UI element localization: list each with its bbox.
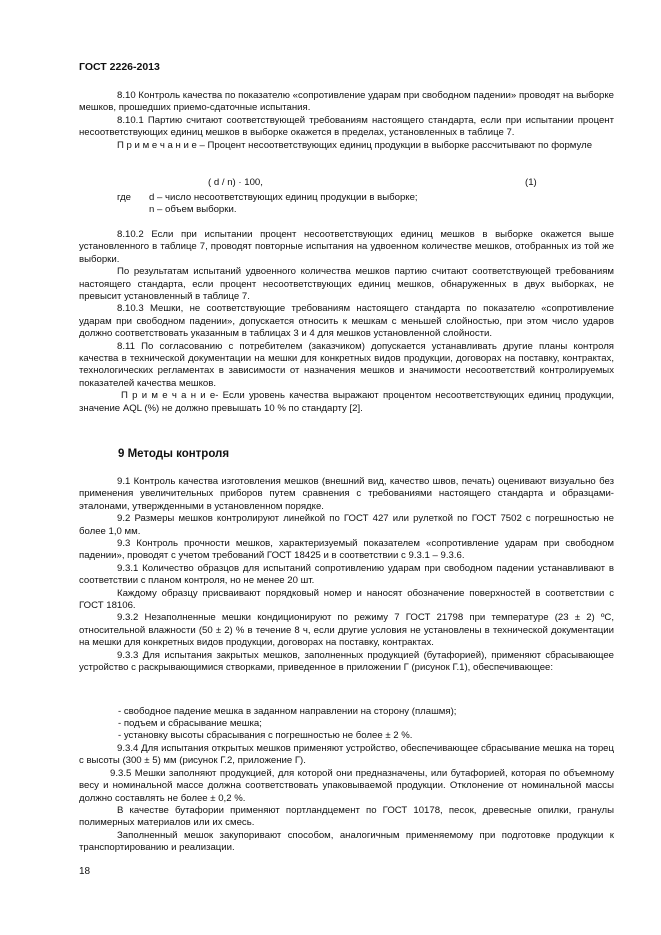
paragraph-9-1: 9.1 Контроль качества изготовления мешков (внешний вид, качество швов, печать) оценивают визуально без применения увеличительных приборов путем сравнения с требованиями настоящего стандарта и образцами-эталонами, утвержденными в установленном порядке.	[79, 476, 614, 512]
section-9-block	[79, 476, 614, 675]
section-9-heading: 9 Методы контроля	[118, 448, 230, 460]
paragraph-9-3-3: 9.3.3 Для испытания закрытых мешков, заполненных продукцией (бутафорией), применяют сбрасывающее устройство с раскрывающимися створками, приведенное в приложении Г (рисунок Г.1), обеспечивающее:	[79, 649, 614, 674]
where-d-definition: d – число несоответствующих единиц продукции в выборке;	[149, 192, 418, 203]
where-label: где	[117, 192, 132, 203]
section-8-10-2-block	[79, 229, 614, 415]
page-number: 18	[79, 866, 91, 877]
list-item: - установку высоты сбрасывания с погрешностью не более ± 2 %.	[118, 730, 413, 741]
section-9-3-4-block	[79, 743, 614, 855]
paragraph-8-10-2: 8.10.2 Если при испытании процент несоответствующих единиц мешков в выборке окажется выше установленного в таблице 7, проводят повторные испытания на удвоенном количестве мешков, отобранных из той же выборки.	[79, 229, 614, 265]
paragraph-8-11: 8.11 По согласованию с потребителем (заказчиком) допускается устанавливать другие планы контроля качества в технической документации на мешки для конкретных видов продукции, договорах на поставку, контрактах, технологических регламентах в зависимости от назначения мешков и значимости несоответствий контролируемых показателей качества мешков.	[79, 340, 614, 389]
paragraph-each-sample: Каждому образцу присваивают порядковый номер и наносят обозначение поверхностей в соответствии с ГОСТ 18106.	[79, 587, 614, 612]
list-item: - подъем и сбрасывание мешка;	[118, 718, 262, 729]
paragraph-butafory: В качестве бутафории применяют портландцемент по ГОСТ 10178, песок, древесные опилки, гранулы полимерных материалов или их смесь.	[79, 805, 614, 829]
paragraph-8-10: 8.10 Контроль качества по показателю «сопротивление ударам при свободном падении» проводят на выборке мешков, прошедших приемо-сдаточные испытания.	[79, 90, 614, 114]
formula-number: (1)	[525, 177, 537, 188]
paragraph-9-3-5: 9.3.5 Мешки заполняют продукцией, для которой они предназначены, или бутафорией, которая по объемному весу и номинальной массе должна соответствовать упаковываемой продукции. Отклонение от номинальной массы должно составлять не более ± 0,2 %.	[79, 767, 614, 804]
note-aql: П р и м е ч а н и е- Если уровень качества выражают процентом несоответствующих единиц продукции, значение AQL (%) не должно превышать 10 % по стандарту [2].	[79, 390, 614, 414]
formula-expression: ( d / n) · 100,	[208, 177, 263, 188]
list-item: - свободное падение мешка в заданном направлении на сторону (плашмя);	[118, 706, 457, 717]
note-formula: П р и м е ч а н и е – Процент несоответствующих единиц продукции в выборке рассчитывают по формуле	[117, 139, 593, 151]
paragraph-filled-bag: Заполненный мешок закупоривают способом, аналогичным применяемому при подготовке продукции к транспортированию и реализации.	[79, 829, 614, 854]
where-n-definition: n – объем выборки.	[149, 204, 237, 215]
paragraph-8-10-3: 8.10.3 Мешки, не соответствующие требованиям настоящего стандарта по показателю «сопротивление ударам при свободном падении», допускается относить к мешкам с меньшей слойностью, при этом число ударов должно соответствовать указанным в таблицах 3 и 4 для мешков установленной слойности.	[79, 303, 614, 340]
paragraph-results: По результатам испытаний удвоенного количества мешков партию считают соответствующей требованиям настоящего стандарта, если процент несоответствующих единиц мешков, обнаруженных в двух выборках, не превысит установленный в таблице 7.	[79, 266, 614, 303]
paragraph-9-3: 9.3 Контроль прочности мешков, характеризуемый показателем «сопротивление ударам при свободном падении», проводят с учетом требований ГОСТ 18425 и в соответствии с 9.3.1 – 9.3.6.	[79, 538, 614, 562]
standard-header: ГОСТ 2226-2013	[79, 61, 160, 73]
paragraph-9-2: 9.2 Размеры мешков контролируют линейкой по ГОСТ 427 или рулеткой по ГОСТ 7502 с погрешностью не более 1,0 мм.	[79, 513, 614, 537]
paragraph-9-3-4: 9.3.4 Для испытания открытых мешков применяют устройство, обеспечивающее сбрасывание мешка на торец с высоты (300 ± 5) мм (рисунок Г.2, приложение Г).	[79, 743, 614, 767]
section-8-10-block	[79, 90, 614, 152]
paragraph-9-3-2: 9.3.2 Незаполненные мешки кондиционируют по режиму 7 ГОСТ 21798 при температуре (23 ± 2) ºС, относительной влажности (50 ± 2) % в течение 8 ч, если другие условия не установлены в технической документации на мешки для конкретных видов продукции, договорах на поставку, контрактах.	[79, 612, 614, 649]
paragraph-9-3-1: 9.3.1 Количество образцов для испытаний сопротивлению ударам при свободном падении устанавливают в соответствии с планом контроля, но не менее 20 шт.	[79, 562, 614, 587]
paragraph-8-10-1: 8.10.1 Партию считают соответствующей требованиям настоящего стандарта, если при испытании процент несоответствующих единиц мешков в выборке окажется в пределах, установленных в таблице 7.	[79, 114, 614, 139]
